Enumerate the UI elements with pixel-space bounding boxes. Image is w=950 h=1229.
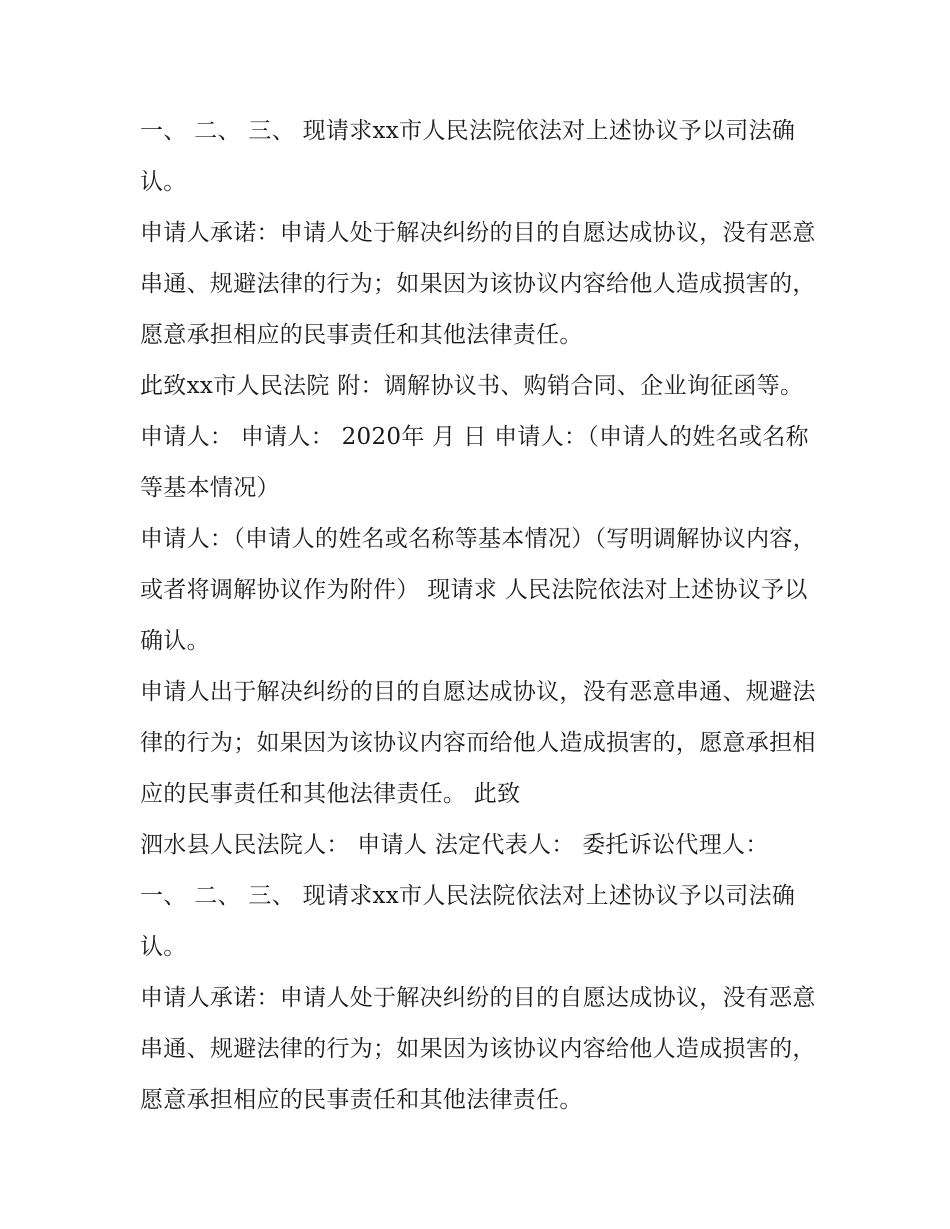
paragraph-request-confirmation-repeat: 一、 二、 三、 现请求xx市人民法院依法对上述协议予以司法确认。 xyxy=(140,883,796,960)
paragraph-applicant-commitment: 申请人承诺：申请人处于解决纠纷的目的自愿达成协议，没有恶意串通、规避法律的行为；如果因为该协议内容给他人造成损害的，愿意承担相应的民事责任和其他法律责任。 xyxy=(140,220,816,348)
paragraph-addressee-attachments: 此致xx市人民法院 附：调解协议书、购销合同、企业询征函等。 申请人： 申请人： 2020年 月 日 申请人：（申请人的姓名或名称等基本情况） xyxy=(140,373,809,501)
paragraph-court-signatories: 泗水县人民法院人： 申请人 法定代表人： 委托诉讼代理人： xyxy=(140,832,769,858)
paragraph-applicant-commitment-repeat: 申请人承诺：申请人处于解决纠纷的目的自愿达成协议，没有恶意串通、规避法律的行为；如果因为该协议内容给他人造成损害的，愿意承担相应的民事责任和其他法律责任。 xyxy=(140,985,816,1113)
paragraph-applicant-statement: 申请人出于解决纠纷的目的自愿达成协议，没有恶意串通、规避法律的行为；如果因为该协议内容而给他人造成损害的，愿意承担相应的民事责任和其他法律责任。 此致 xyxy=(140,679,816,807)
paragraph-request-confirmation: 一、 二、 三、 现请求xx市人民法院依法对上述协议予以司法确认。 xyxy=(140,118,796,195)
document-page xyxy=(140,106,820,1126)
paragraph-applicant-info: 申请人：（申请人的姓名或名称等基本情况）（写明调解协议内容，或者将调解协议作为附件） 现请求 人民法院依法对上述协议予以确认。 xyxy=(140,526,816,654)
